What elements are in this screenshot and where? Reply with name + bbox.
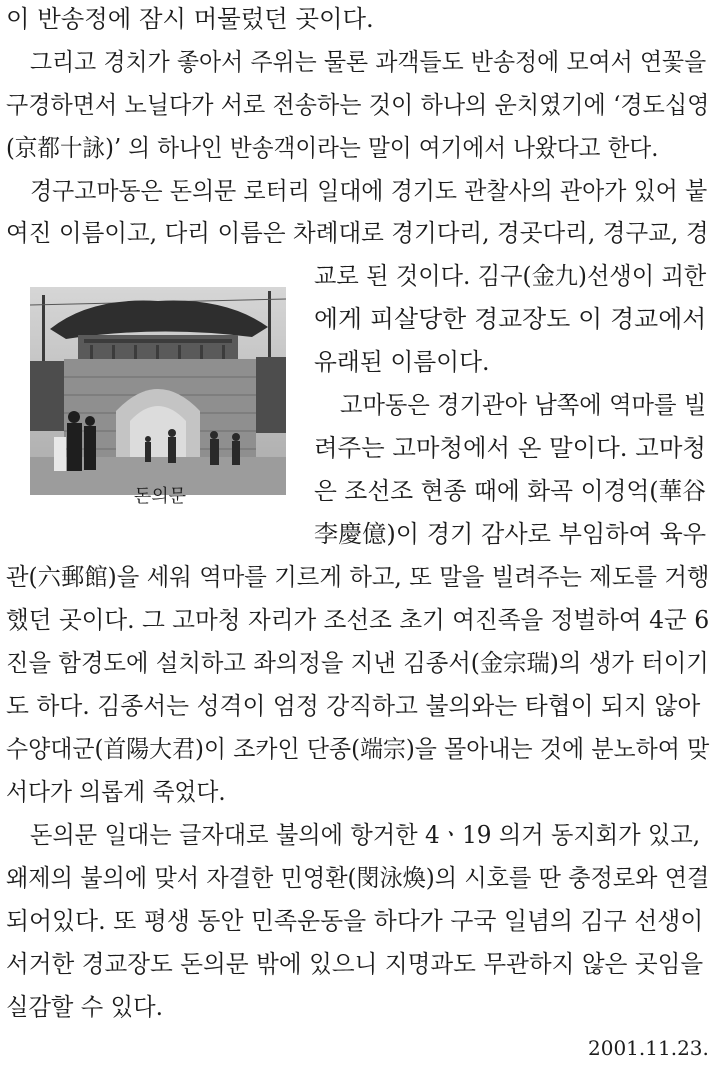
text-line: 고마동은 경기관아 남쪽에 역마를 빌: [340, 391, 707, 419]
donuimun-gate-photo: [30, 287, 286, 495]
text-line: 왜제의 불의에 맞서 자결한 민영환(閔泳煥)의 시호를 딴 충정로와 연결: [6, 864, 710, 892]
text-line: 경구고마동은 돈의문 로터리 일대에 경기도 관찰사의 관아가 있어 붙: [30, 177, 708, 205]
text-line: 도 하다. 김종서는 성격이 엄정 강직하고 불의와는 타협이 되지 않아: [6, 692, 701, 720]
text-line: 진을 함경도에 설치하고 좌의정을 지낸 김종서(金宗瑞)의 생가 터이기: [6, 649, 709, 677]
text-line: 관(六郵館)을 세워 역마를 기르게 하고, 또 말을 빌려주는 제도를 거행: [6, 563, 710, 591]
text-line: 구경하면서 노닐다가 서로 전송하는 것이 하나의 운치였기에 ‘경도십영: [6, 91, 710, 119]
text-line: 서거한 경교장도 돈의문 밖에 있으니 지명과도 무관하지 않은 곳임을: [6, 950, 704, 978]
text-line: 여진 이름이고, 다리 이름은 차례대로 경기다리, 경곳다리, 경구교, 경: [6, 219, 709, 247]
text-line: 에게 피살당한 경교장도 이 경교에서: [314, 305, 707, 333]
publication-date: 2001.11.23.: [588, 1036, 709, 1060]
text-line: 은 조선조 현종 때에 화곡 이경억(華谷: [314, 477, 706, 505]
text-line: 돈의문 일대는 글자대로 불의에 항거한 4ㆍ19 의거 동지회가 있고,: [30, 821, 701, 849]
text-line: 했던 곳이다. 그 고마청 자리가 조선조 초기 여진족을 정벌하여 4군 6: [6, 606, 710, 634]
text-line: 李慶億)이 경기 감사로 부임하여 육우: [314, 520, 707, 548]
text-line: 교로 된 것이다. 김구(金九)선생이 괴한: [314, 262, 707, 290]
text-line: 실감할 수 있다.: [6, 993, 163, 1021]
text-line: 서다가 의롭게 죽었다.: [6, 778, 226, 806]
text-line: 이 반송정에 잠시 머물렀던 곳이다.: [6, 5, 374, 33]
text-line: 그리고 경치가 좋아서 주위는 물론 과객들도 반송정에 모여서 연꽃을: [30, 48, 707, 76]
photo-caption: 돈의문: [133, 486, 187, 507]
text-line: 유래된 이름이다.: [314, 348, 490, 376]
text-line: 되어있다. 또 평생 동안 민족운동을 하다가 구국 일념의 김구 선생이: [6, 907, 704, 935]
gate-illustration: [30, 287, 286, 495]
text-line: (京都十詠)’ 의 하나인 반송객이라는 말이 여기에서 나왔다고 한다.: [6, 134, 659, 162]
text-line: 려주는 고마청에서 온 말이다. 고마청: [314, 434, 706, 462]
text-line: 수양대군(首陽大君)이 조카인 단종(端宗)을 몰아내는 것에 분노하여 맞: [6, 735, 710, 763]
